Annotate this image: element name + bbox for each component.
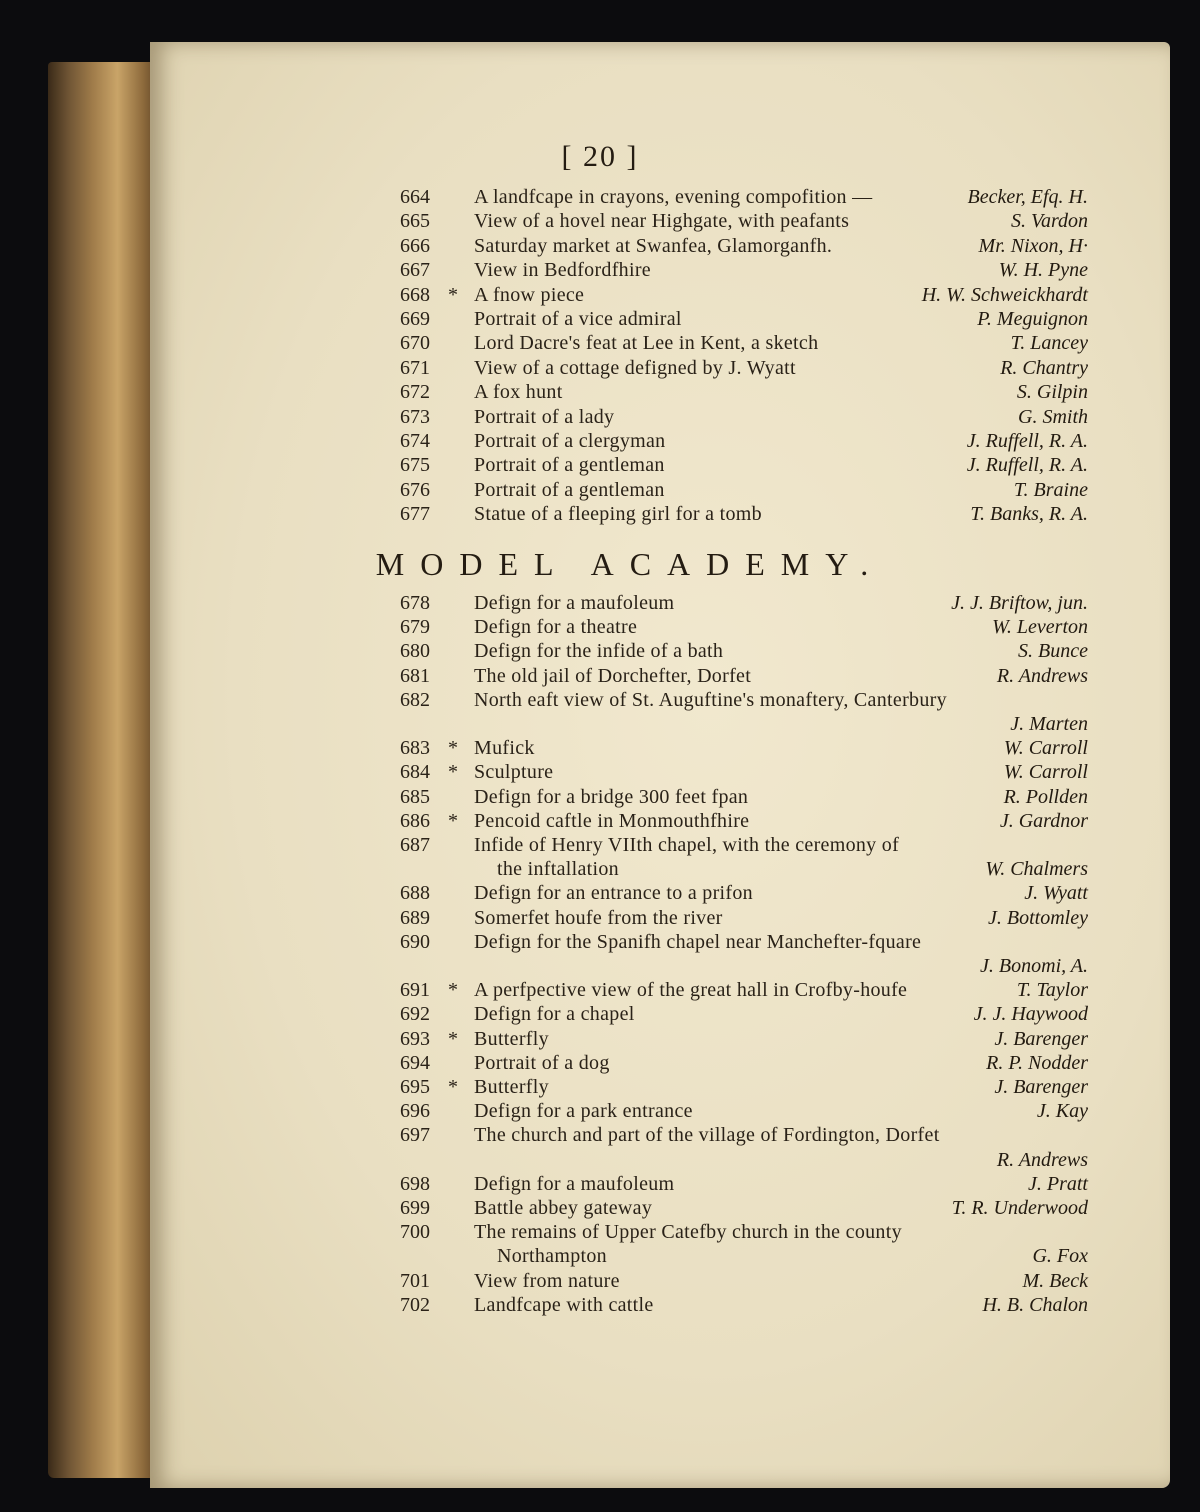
entry-artist: P. Meguignon — [977, 308, 1088, 330]
entry-title: Statue of a fleeping girl for a tomb — [474, 503, 762, 526]
entry-title: Defign for the Spanifh chapel near Manchefter-fquare — [474, 930, 922, 953]
entry-number: 694 — [400, 1051, 430, 1074]
entry-artist: T. Taylor — [1016, 979, 1088, 1002]
entry-title: Sculpture — [474, 761, 554, 784]
entry-number: 690 — [400, 930, 430, 953]
entry-title: Mufick — [474, 737, 535, 760]
entry-title: View of a hovel near Highgate, with peafants — [474, 210, 850, 233]
entry-title: Defign for a theatre — [474, 616, 638, 639]
catalogue-entry — [0, 454, 1200, 478]
entry-artist: J. J. Briftow, jun. — [951, 592, 1088, 614]
entry-artist: H. B. Chalon — [982, 1293, 1088, 1316]
entry-number: 669 — [400, 308, 430, 330]
entry-number: 693 — [400, 1027, 430, 1050]
catalogue-entry — [0, 858, 1200, 882]
entry-asterisk: * — [448, 737, 458, 760]
entry-number: 699 — [400, 1197, 430, 1219]
catalogue-entry — [0, 931, 1200, 955]
entry-number: 672 — [400, 381, 430, 404]
entry-number: 681 — [400, 664, 430, 687]
entry-artist: G. Fox — [1032, 1245, 1088, 1268]
entry-number: 687 — [400, 834, 430, 856]
entry-artist: J. J. Haywood — [973, 1003, 1088, 1026]
entry-artist: J. Marten — [1010, 713, 1088, 735]
catalogue-entry — [0, 308, 1200, 332]
catalogue-entry — [0, 235, 1200, 259]
catalogue-entry — [0, 284, 1200, 308]
entry-number: 675 — [400, 454, 430, 477]
entry-number: 667 — [400, 259, 430, 282]
entry-artist: R. Pollden — [1003, 785, 1088, 808]
catalogue-entry — [0, 1124, 1200, 1148]
catalogue-entry — [0, 640, 1200, 664]
entry-asterisk: * — [448, 283, 458, 306]
entry-artist: J. Ruffell, R. A. — [966, 430, 1088, 452]
entry-title: View in Bedfordfhire — [474, 259, 651, 282]
entry-title: A fox hunt — [474, 381, 563, 404]
entry-number: 674 — [400, 430, 430, 452]
catalogue-entry — [0, 1052, 1200, 1076]
catalogue-entry — [0, 430, 1200, 454]
entry-title: The remains of Upper Catefby church in the county — [474, 1221, 902, 1244]
entry-artist: W. Carroll — [1003, 761, 1088, 784]
catalogue-entry — [0, 616, 1200, 640]
entry-artist: J. Bottomley — [988, 906, 1088, 929]
entry-title: Portrait of a clergyman — [474, 430, 666, 452]
entry-artist: J. Gardnor — [999, 809, 1088, 832]
catalogue-entry — [0, 810, 1200, 834]
catalogue-entry — [0, 665, 1200, 689]
entry-number: 700 — [400, 1221, 430, 1244]
entry-title: Defign for a maufoleum — [474, 1172, 675, 1195]
entry-artist: J. Wyatt — [1024, 882, 1088, 905]
entry-number: 680 — [400, 640, 430, 663]
entry-number: 697 — [400, 1124, 430, 1147]
entry-title: A perfpective view of the great hall in Crofby-houfe — [474, 979, 908, 1002]
entry-title: the inftallation — [497, 858, 619, 881]
entry-number: 691 — [400, 979, 430, 1002]
entry-title: Defign for a park entrance — [474, 1100, 693, 1123]
catalogue-entry — [0, 1197, 1200, 1221]
entry-title: Saturday market at Swanfea, Glamorganfh. — [474, 234, 833, 257]
entry-number: 689 — [400, 906, 430, 929]
catalogue-entry — [0, 1003, 1200, 1027]
entry-title: Infide of Henry VIIth chapel, with the ceremony of — [474, 834, 900, 856]
entry-artist: J. Kay — [1036, 1100, 1088, 1123]
entry-title: Portrait of a gentleman — [474, 454, 665, 477]
entry-artist: J. Barenger — [994, 1076, 1088, 1098]
entry-title: Defign for a bridge 300 feet fpan — [474, 785, 749, 808]
entry-artist: W. Leverton — [992, 616, 1088, 639]
entry-number: 676 — [400, 478, 430, 501]
catalogue-entry — [0, 689, 1200, 713]
entry-number: 685 — [400, 785, 430, 808]
entry-asterisk: * — [448, 979, 458, 1002]
entry-number: 695 — [400, 1076, 430, 1098]
entry-asterisk: * — [448, 1076, 458, 1098]
catalogue-entry — [0, 1221, 1200, 1245]
entry-artist: T. Braine — [1013, 478, 1088, 501]
catalogue-entry — [0, 479, 1200, 503]
entry-number: 670 — [400, 332, 430, 355]
entry-title: Butterfly — [474, 1027, 549, 1050]
entry-title: Landfcape with cattle — [474, 1293, 654, 1316]
entry-number: 688 — [400, 882, 430, 905]
entry-artist: J. Barenger — [994, 1027, 1088, 1050]
entry-number: 698 — [400, 1172, 430, 1195]
catalogue-entry — [0, 381, 1200, 405]
entry-artist: S. Vardon — [1010, 210, 1088, 233]
entry-title: Defign for a maufoleum — [474, 592, 675, 614]
catalogue-entry — [0, 503, 1200, 527]
entry-title: View of a cottage defigned by J. Wyatt — [474, 356, 796, 379]
entry-artist: S. Gilpin — [1016, 381, 1088, 404]
entry-artist: W. Chalmers — [985, 858, 1088, 881]
entry-number: 683 — [400, 737, 430, 760]
entry-title: The church and part of the village of Fordington, Dorfet — [474, 1124, 940, 1147]
catalogue-entry — [0, 761, 1200, 785]
entry-title: Somerfet houfe from the river — [474, 906, 723, 929]
entry-artist: S. Bunce — [1018, 640, 1088, 663]
catalogue-entry — [0, 406, 1200, 430]
entry-artist: J. Pratt — [1028, 1172, 1088, 1195]
catalogue-entry — [0, 332, 1200, 356]
entry-number: 671 — [400, 356, 430, 379]
entry-title: Northampton — [497, 1245, 607, 1268]
catalogue-entry — [0, 834, 1200, 858]
entry-asterisk: * — [448, 761, 458, 784]
entry-artist: W. Carroll — [1003, 737, 1088, 760]
entry-artist: R. Chantry — [1000, 356, 1088, 379]
entry-title: Portrait of a lady — [474, 405, 615, 428]
entry-number: 696 — [400, 1100, 430, 1123]
entry-number: 666 — [400, 234, 430, 257]
entry-artist: J. Ruffell, R. A. — [966, 454, 1088, 477]
entry-number: 668 — [400, 283, 430, 306]
catalogue-entry — [0, 1294, 1200, 1318]
catalogue-entry — [0, 1270, 1200, 1294]
entry-artist: T. Banks, R. A. — [970, 503, 1088, 526]
entry-title: View from nature — [474, 1269, 620, 1292]
entry-title: Portrait of a vice admiral — [474, 308, 682, 330]
entry-asterisk: * — [448, 809, 458, 832]
entry-artist: R. P. Nodder — [986, 1051, 1088, 1074]
entry-title: North eaft view of St. Auguftine's monaftery, Canterbury — [474, 688, 947, 711]
catalogue-entry — [0, 357, 1200, 381]
entry-title: A fnow piece — [474, 283, 585, 306]
catalogue-entry — [0, 1173, 1200, 1197]
entry-title: Defign for a chapel — [474, 1003, 635, 1026]
catalogue-entry — [0, 979, 1200, 1003]
entry-title: Pencoid caftle in Monmouthfhire — [474, 809, 750, 832]
entry-title: Defign for an entrance to a prifon — [474, 882, 753, 905]
entry-number: 684 — [400, 761, 430, 784]
entry-title: The old jail of Dorchefter, Dorfet — [474, 664, 752, 687]
catalogue-entry — [0, 1100, 1200, 1124]
entry-number: 673 — [400, 405, 430, 428]
entry-artist: H. W. Schweickhardt — [921, 283, 1088, 306]
catalogue-entry — [0, 1028, 1200, 1052]
entry-title: Butterfly — [474, 1076, 549, 1098]
entry-number: 701 — [400, 1269, 430, 1292]
catalogue-entry — [0, 907, 1200, 931]
catalogue-entry — [0, 786, 1200, 810]
entry-number: 679 — [400, 616, 430, 639]
entry-number: 692 — [400, 1003, 430, 1026]
catalogue-entry — [0, 592, 1200, 616]
entry-title: Defign for the infide of a bath — [474, 640, 724, 663]
entry-number: 686 — [400, 809, 430, 832]
catalogue-entry — [0, 259, 1200, 283]
entry-number: 678 — [400, 592, 430, 614]
entry-title: Lord Dacre's feat at Lee in Kent, a sketch — [474, 332, 819, 355]
entry-artist: G. Smith — [1018, 405, 1088, 428]
section-heading: MODEL ACADEMY. — [375, 546, 885, 582]
entry-artist: R. Andrews — [996, 664, 1088, 687]
entry-number: 702 — [400, 1293, 430, 1316]
catalogue-entry — [0, 1076, 1200, 1100]
entry-artist: J. Bonomi, A. — [980, 955, 1088, 977]
entry-title: A landfcape in crayons, evening compofition — — [474, 186, 873, 208]
entry-number: 665 — [400, 210, 430, 233]
entry-artist: M. Beck — [1022, 1269, 1088, 1292]
entry-artist: W. H. Pyne — [998, 259, 1088, 282]
catalogue-entry — [0, 737, 1200, 761]
entry-artist: R. Andrews — [996, 1148, 1088, 1171]
entry-title: Portrait of a dog — [474, 1051, 610, 1074]
entry-title: Battle abbey gateway — [474, 1197, 653, 1219]
catalogue-entry — [0, 955, 1200, 979]
entry-title: Portrait of a gentleman — [474, 478, 665, 501]
catalogue-entry — [0, 186, 1200, 210]
entry-number: 664 — [400, 186, 430, 208]
entry-asterisk: * — [448, 1027, 458, 1050]
page-number: [ 20 ] — [561, 140, 639, 173]
catalogue-entry — [0, 1245, 1200, 1269]
entry-artist: T. Lancey — [1010, 332, 1088, 355]
catalogue-entry — [0, 1149, 1200, 1173]
entry-number: 677 — [400, 503, 430, 526]
entry-artist: Mr. Nixon, H· — [978, 234, 1088, 257]
entry-artist: T. R. Underwood — [951, 1197, 1088, 1219]
entry-artist: Becker, Efq. H. — [967, 186, 1088, 208]
entry-number: 682 — [400, 688, 430, 711]
catalogue-entry — [0, 210, 1200, 234]
catalogue-entry — [0, 713, 1200, 737]
catalogue-entry — [0, 882, 1200, 906]
